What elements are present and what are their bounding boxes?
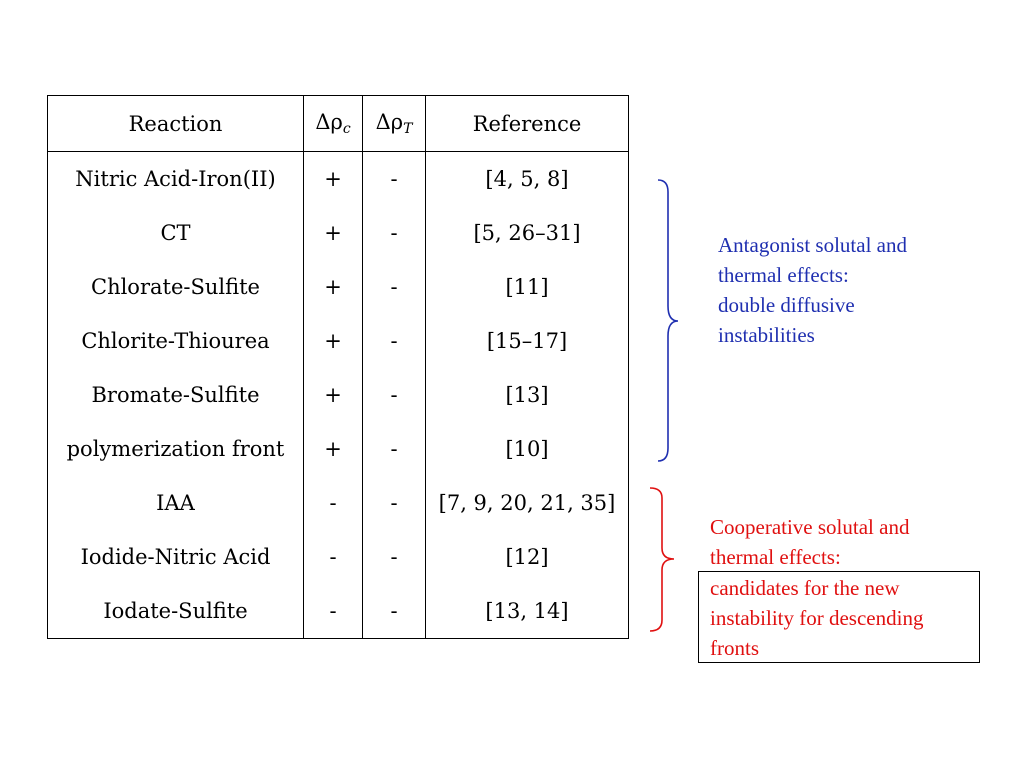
reactions-table [47,95,629,639]
cooperative-line: thermal effects: [710,545,841,569]
reference-cell: [12] [426,530,629,584]
antagonist-line: instabilities [718,323,815,347]
delta-t-cell: - [363,206,426,260]
blue-brace-icon [650,178,684,464]
reaction-cell: Nitric Acid-Iron(II) [48,152,304,207]
delta-t-cell: - [363,530,426,584]
reaction-cell: CT [48,206,304,260]
antagonist-line: thermal effects: [718,263,849,287]
reference-cell: [7, 9, 20, 21, 35] [426,476,629,530]
candidates-line: fronts [710,636,759,660]
table-row [48,368,629,422]
delta-c-cell: + [304,422,363,476]
reference-cell: [10] [426,422,629,476]
header-reference: Reference [426,96,629,152]
reference-cell: [15–17] [426,314,629,368]
table-row [48,422,629,476]
red-brace-icon [646,486,680,634]
header-delta-rho-t [363,96,426,152]
delta-t-symbol: Δρ [375,110,404,134]
delta-c-cell: + [304,152,363,207]
delta-c-cell: + [304,368,363,422]
antagonist-note [718,230,907,350]
reaction-cell: Chlorate-Sulfite [48,260,304,314]
delta-t-cell: - [363,422,426,476]
delta-c-subscript: c [342,121,351,137]
table-row [48,314,629,368]
table-row [48,206,629,260]
table-row [48,260,629,314]
delta-c-cell: + [304,260,363,314]
table-row [48,530,629,584]
delta-c-cell: - [304,530,363,584]
candidates-line: candidates for the new [710,576,900,600]
candidates-line: instability for descending [710,606,924,630]
cooperative-line: Cooperative solutal and [710,515,910,539]
table-header-row [48,96,629,152]
reaction-cell: Chlorite-Thiourea [48,314,304,368]
reference-cell: [5, 26–31] [426,206,629,260]
header-reaction: Reaction [48,96,304,152]
reference-cell: [13, 14] [426,584,629,639]
delta-c-cell: - [304,584,363,639]
delta-t-cell: - [363,260,426,314]
reaction-cell: Bromate-Sulfite [48,368,304,422]
antagonist-line: Antagonist solutal and [718,233,907,257]
reference-cell: [11] [426,260,629,314]
reference-cell: [4, 5, 8] [426,152,629,207]
delta-t-cell: - [363,314,426,368]
table-row [48,152,629,207]
delta-t-cell: - [363,152,426,207]
delta-c-cell: + [304,206,363,260]
table-row [48,476,629,530]
antagonist-line: double diffusive [718,293,855,317]
delta-c-cell: + [304,314,363,368]
cooperative-note [710,512,909,572]
header-delta-rho-c [304,96,363,152]
delta-t-cell: - [363,476,426,530]
reaction-cell: Iodide-Nitric Acid [48,530,304,584]
delta-t-cell: - [363,368,426,422]
reaction-cell: IAA [48,476,304,530]
delta-t-cell: - [363,584,426,639]
delta-c-symbol: Δρ [315,110,343,134]
reference-cell: [13] [426,368,629,422]
reaction-cell: polymerization front [48,422,304,476]
delta-t-subscript: T [403,121,413,137]
delta-c-cell: - [304,476,363,530]
table-row [48,584,629,639]
candidates-box [698,571,980,663]
reaction-cell: Iodate-Sulfite [48,584,304,639]
